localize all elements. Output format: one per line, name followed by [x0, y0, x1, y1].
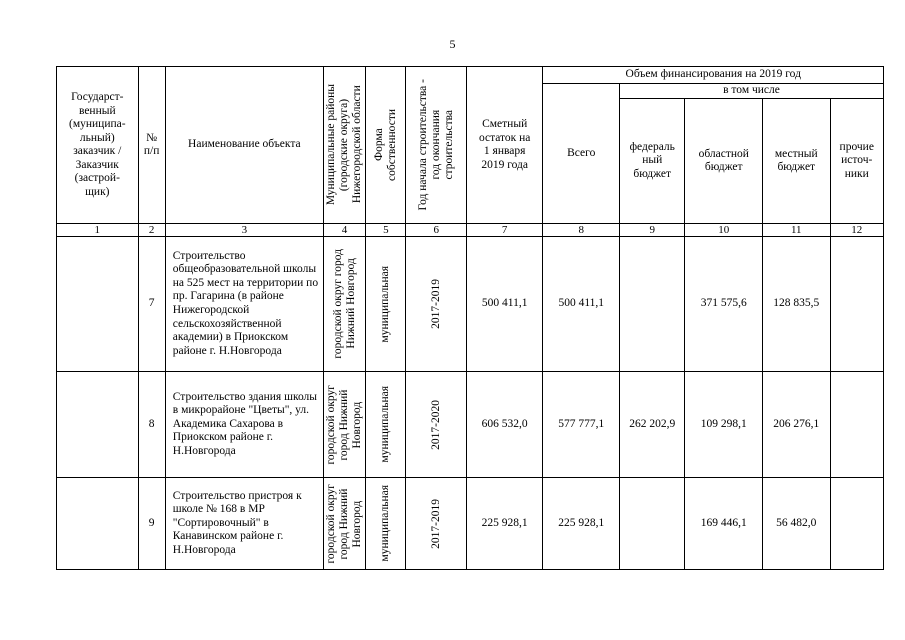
cell-federal: 262 202,9	[620, 372, 685, 478]
cell-ownership: муниципальная	[366, 237, 406, 372]
header-years: Год начала строительства - год окончания строительства	[406, 67, 466, 224]
cell-district: городской округ город Нижний Новгород	[323, 372, 365, 478]
column-number: 7	[466, 224, 543, 237]
cell-ownership: муниципальная	[366, 478, 406, 570]
cell-object-name: Строительство здания школы в микрорайоне "Цветы", ул. Академика Сахарова в Приокском районе г. Н.Новгорода	[165, 372, 323, 478]
cell-district: городской округ город Нижний Новгород	[323, 478, 365, 570]
cell-other	[830, 237, 884, 372]
header-ownership: Форма собственности	[366, 67, 406, 224]
cell-total: 500 411,1	[543, 237, 620, 372]
cell-customer	[57, 237, 139, 372]
header-total: Всего	[543, 84, 620, 224]
cell-local: 128 835,5	[763, 237, 830, 372]
cell-regional: 169 446,1	[685, 478, 763, 570]
cell-estimate-balance: 500 411,1	[466, 237, 543, 372]
column-number: 4	[323, 224, 365, 237]
cell-estimate-balance: 225 928,1	[466, 478, 543, 570]
cell-local: 56 482,0	[763, 478, 830, 570]
column-number: 5	[366, 224, 406, 237]
column-numbers-row	[57, 224, 884, 237]
column-number: 8	[543, 224, 620, 237]
column-number: 11	[763, 224, 830, 237]
table-row	[57, 478, 884, 570]
cell-district: городской округ город Нижний Новгород	[323, 237, 365, 372]
header-number: № п/п	[138, 67, 165, 224]
column-number: 9	[620, 224, 685, 237]
column-number: 10	[685, 224, 763, 237]
cell-total: 577 777,1	[543, 372, 620, 478]
header-row-1	[57, 67, 884, 84]
cell-other	[830, 372, 884, 478]
header-object-name: Наименование объекта	[165, 67, 323, 224]
table-row	[57, 237, 884, 372]
cell-number: 8	[138, 372, 165, 478]
column-number: 2	[138, 224, 165, 237]
cell-years: 2017-2019	[406, 237, 466, 372]
cell-regional: 109 298,1	[685, 372, 763, 478]
cell-estimate-balance: 606 532,0	[466, 372, 543, 478]
header-regional: областной бюджет	[685, 99, 763, 224]
cell-federal	[620, 478, 685, 570]
cell-object-name: Строительство пристроя к школе № 168 в МР "Сортировочный" в Канавинском районе г. Н.Новгорода	[165, 478, 323, 570]
column-number: 6	[406, 224, 466, 237]
header-estimate-balance: Сметный остаток на 1 января 2019 года	[466, 67, 543, 224]
cell-customer	[57, 372, 139, 478]
cell-number: 9	[138, 478, 165, 570]
table-row	[57, 372, 884, 478]
header-other: прочие источ- ники	[830, 99, 884, 224]
header-district: Муниципальные районы (городские округа) Нижегородской области	[323, 67, 365, 224]
column-number: 12	[830, 224, 884, 237]
cell-federal	[620, 237, 685, 372]
page-number: 5	[449, 37, 456, 51]
cell-local: 206 276,1	[763, 372, 830, 478]
column-number: 3	[165, 224, 323, 237]
header-local: местный бюджет	[763, 99, 830, 224]
funding-table	[56, 66, 884, 570]
cell-number: 7	[138, 237, 165, 372]
cell-customer	[57, 478, 139, 570]
cell-other	[830, 478, 884, 570]
cell-years: 2017-2019	[406, 478, 466, 570]
header-including-group: в том числе	[620, 84, 884, 99]
cell-years: 2017-2020	[406, 372, 466, 478]
header-customer: Государст- венный (муниципа- льный) заказчик / Заказчик (застрой- щик)	[57, 67, 139, 224]
cell-ownership: муниципальная	[366, 372, 406, 478]
cell-regional: 371 575,6	[685, 237, 763, 372]
cell-total: 225 928,1	[543, 478, 620, 570]
header-federal: федераль ный бюджет	[620, 99, 685, 224]
header-funding-group: Объем финансирования на 2019 год	[543, 67, 884, 84]
cell-object-name: Строительство общеобразовательной школы на 525 мест на территории по пр. Гагарина (в районе Нижегородской сельскохозяйственной академии) в Приокском районе г. Н.Новгорода	[165, 237, 323, 372]
column-number: 1	[57, 224, 139, 237]
